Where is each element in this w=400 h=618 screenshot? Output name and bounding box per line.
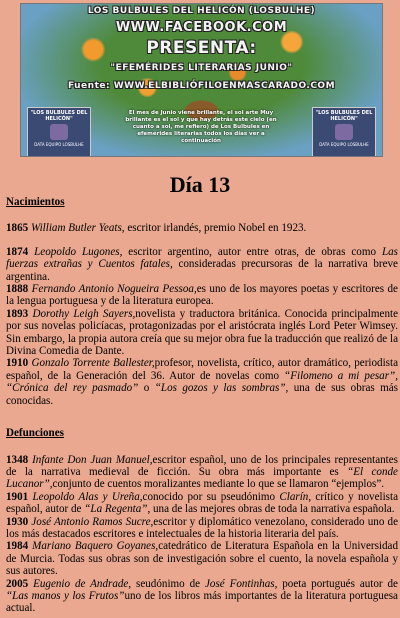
entry-item — [6, 357, 398, 407]
entry-year: 1893 — [6, 307, 29, 320]
banner-panel-right — [312, 107, 376, 157]
banner-line-group: LOS BULBULES DEL HELICÓN (LOSBULHE) — [87, 6, 316, 16]
entry-name: José Fontinhas — [204, 577, 275, 590]
entry-year: 1348 — [6, 453, 29, 466]
bulbul-logo-icon — [50, 124, 68, 140]
entry-text: uno de los libros más importantes de la literatura portuguesa actual. — [6, 589, 398, 615]
banner-line-source: Fuente: WWW.ELBIBLIÓFILOENMASCARADO.COM — [67, 81, 336, 91]
entry-name: José Antonio Ramos Sucre, — [31, 515, 154, 528]
entry-name: “Filomeno a mi pesar”, “Crónica del rey pasmado” — [6, 369, 398, 395]
entry-name: Dorothy Leigh Sayers, — [32, 307, 136, 320]
entry-text: , crítico y novelista español, autor de — [6, 490, 399, 516]
banner-panel-left — [27, 107, 91, 157]
banner-line-presenta: PRESENTA: — [146, 38, 257, 58]
entry-name: “El conde Lucanor” — [6, 465, 398, 491]
births-list — [6, 222, 398, 407]
entry-item — [6, 246, 398, 283]
entry-item — [6, 516, 398, 541]
entry-text: escritor argentino, autor entre otras, de obras como — [122, 245, 382, 258]
banner-panel-title: "LOS BULBULES DEL HELICÓN" — [30, 110, 88, 122]
entry-text: escritor español, uno de los principales representantes de la narrativa medieval de ficción. Su obra más importante es — [6, 453, 398, 478]
banner-panel-caption: DATA EQUIPO LOSBULHE — [34, 142, 84, 147]
entry-name: “Los gozos y las sombras” — [154, 382, 286, 395]
entry-year: 1984 — [6, 540, 29, 553]
entry-name: Leopoldo Alas y Ureña, — [32, 490, 143, 503]
entry-name: Las fuerzas extrañas y Cuentos fatales, — [6, 245, 398, 271]
entry-text: ,conjunto de cuentos moralizantes mediante lo que se llamaron “ejemplos”. — [49, 478, 385, 491]
entry-year: 1930 — [6, 515, 29, 528]
entry-year: 1910 — [6, 357, 29, 370]
entry-item — [6, 308, 398, 358]
entry-text: , poeta portugués autor de — [274, 577, 398, 590]
entry-item — [6, 540, 398, 577]
entry-text: catedrático de Literatura Española en la Universidad de Murcia. Todas sus obras son de investigación sobre el cuento, la novela española y sus autores. — [6, 540, 398, 578]
banner-panel-caption: DATA EQUIPO LOSBULHE — [319, 142, 369, 147]
entry-year: 1865 — [6, 222, 29, 235]
entry-text: consideradas precursoras de la narrativa breve argentina. — [6, 258, 398, 283]
bulbul-logo-icon — [335, 124, 353, 140]
entry-year: 1874 — [6, 245, 29, 258]
entry-year: 1901 — [6, 490, 29, 503]
entry-name: Clarín — [279, 490, 309, 503]
deaths-list — [6, 454, 398, 615]
entry-year: 2005 — [6, 577, 29, 590]
entry-name: “Las manos y los Frutos” — [6, 589, 125, 602]
entry-name: “La Regenta” — [84, 503, 148, 516]
births-heading: Nacimientos — [6, 196, 65, 208]
page-title: Día 13 — [169, 172, 231, 197]
entry-name: Fernando Antonio Nogueira Pessoa, — [31, 283, 197, 296]
entry-text: o — [138, 382, 155, 395]
article-body — [6, 196, 398, 615]
entry-name: Eugenio de Andrade — [33, 577, 129, 590]
entry-text: , seudónimo de — [128, 577, 205, 590]
entry-text: , una de las mejores obras de toda la narrativa española. — [147, 503, 395, 516]
banner-line-facebook: WWW.FACEBOOK.COM — [115, 20, 288, 35]
entry-text: , una de sus obras más conocidas. — [6, 382, 398, 407]
entry-name: Mariano Baquero Goyanes, — [32, 540, 159, 553]
entry-name: Leopoldo Lugones, — [34, 245, 123, 258]
entry-name: Infante Don Juan Manuel, — [32, 453, 153, 466]
entry-year: 1888 — [6, 283, 29, 296]
entry-name: Gonzalo Torrente Ballester, — [31, 357, 155, 370]
entry-item — [6, 222, 398, 234]
entry-text: profesor, novelista, crítico, autor dramático, periodista español, de la Generación del 36. Autor de novelas como — [6, 357, 398, 382]
deaths-heading: Defunciones — [6, 427, 64, 440]
header-banner — [20, 3, 383, 157]
banner-panel-title: "LOS BULBULES DEL HELICÓN" — [315, 110, 373, 122]
entry-text: conocido por su pseudónimo — [142, 490, 280, 503]
entry-text: novelista y traductora británica. Conocida principalmente por sus novelas policíacas, protagonizadas por el aristócrata inglés Lord Peter Wimsey. Sin embargo, la propia autora creía que su mejor obra fue la traducción que realizó de la Divina Comedia de Dante. — [6, 307, 398, 358]
entry-item — [6, 491, 398, 516]
entry-item — [6, 283, 398, 308]
entry-name: William Butler Yeats — [30, 222, 122, 235]
entry-text: escritor y diplomático venezolano, considerado uno de los más destacados escritores e intelectuales de la historia literaria del país. — [6, 515, 398, 540]
entry-item — [6, 454, 398, 491]
entry-text: es uno de los mayores poetas y escritores de la lengua portuguesa y de la literatura europea. — [6, 283, 398, 308]
entry-text: , escritor irlandés, premio Nobel en 1923. — [121, 222, 307, 235]
banner-line-title: "EFEMÉRIDES LITERARIAS JUNIO" — [110, 63, 293, 73]
banner-note: El mes de Junio viene brillante, el sol arte Muy brillante es el sol y que hay detrás este cielo (en cuanto a sol, me refiero) de Los Bulbules en efemérides literarias todos los días ver a continuación — [125, 110, 277, 144]
entry-item — [6, 578, 398, 615]
